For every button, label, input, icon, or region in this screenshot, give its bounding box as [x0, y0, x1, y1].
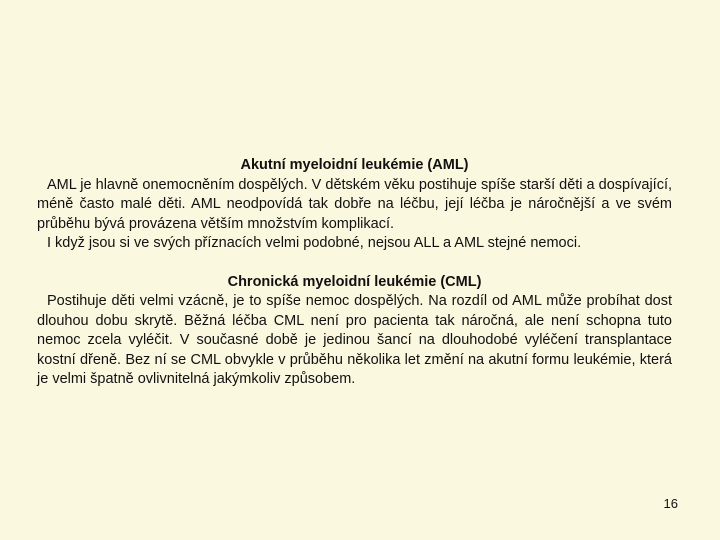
cml-heading: Chronická myeloidní leukémie (CML) — [227, 273, 482, 290]
slide-content — [37, 156, 672, 390]
page-number: 16 — [663, 496, 678, 511]
aml-paragraph-2: I když jsou si ve svých příznacích velmi podobné, nejsou ALL a AML stejné nemoci. — [47, 235, 582, 251]
aml-paragraph-1: AML je hlavně onemocněním dospělých. V dětském věku postihuje spíše starší děti a dospívající, méně často malé děti. AML neodpovídá tak dobře na léčbu, její léčba je náročnější a ve svém průběhu bývá provázena větším množstvím komplikací. — [37, 176, 672, 232]
aml-heading: Akutní myeloidní leukémie (AML) — [240, 157, 469, 173]
cml-paragraph-1: Postihuje děti velmi vzácně, je to spíše nemoc dospělých. Na rozdíl od AML může probíhat dost dlouhou dobu skrytě. Běžná léčba CML není pro pacienta tak náročná, ale není schopna tuto nemoc zcela vyléčit. V současné době je jedinou šancí na dlouhodobé vyléčení transplantace kostní dřeně. Bez ní se CML obvykle v průběhu několika let změní na akutní formu leukémie, která je velmi špatně ovlivnitelná jakýmkoliv způsobem. — [37, 293, 672, 387]
